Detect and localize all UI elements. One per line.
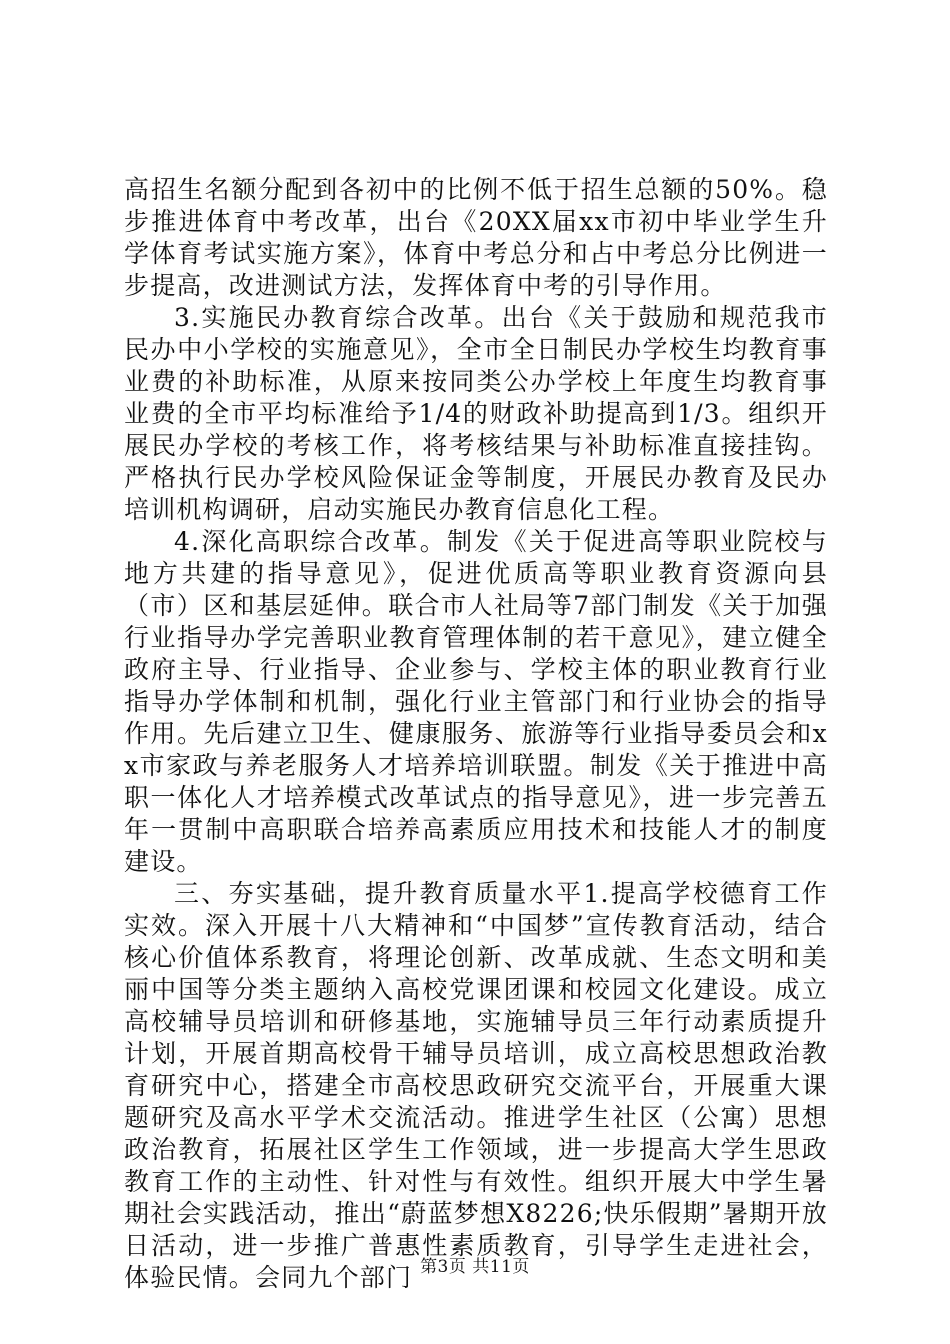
- paragraph-enrollment-quota: 高招生名额分配到各初中的比例不低于招生总额的50%。稳步推进体育中考改革，出台《20XX届xx市初中毕业学生升学体育考试实施方案》，体育中考总分和占中考总分比例进一步提高，改进测试方法，发挥体育中考的引导作用。: [124, 175, 828, 300]
- document-body: [124, 174, 828, 1294]
- page-number-footer: 第3页 共11页: [420, 1257, 530, 1277]
- paragraph-vocational-reform: 4.深化高职综合改革。制发《关于促进高等职业院校与地方共建的指导意见》，促进优质高等职业教育资源向县（市）区和基层延伸。联合市人社局等7部门制发《关于加强行业指导办学完善职业教育管理体制的若干意见》，建立健全政府主导、行业指导、企业参与、学校主体的职业教育行业指导办学体制和机制，强化行业主管部门和行业协会的指导作用。先后建立卫生、健康服务、旅游等行业指导委员会和xx市家政与养老服务人才培养培训联盟。制发《关于推进中高职一体化人才培养模式改革试点的指导意见》，进一步完善五年一贯制中高职联合培养高素质应用技术和技能人才的制度建设。: [124, 527, 828, 876]
- paragraph-private-education-reform: 3.实施民办教育综合改革。出台《关于鼓励和规范我市民办中小学校的实施意见》，全市全日制民办学校生均教育事业费的补助标准，从原来按同类公办学校上年度生均教育事业费的全市平均标准给予1/4的财政补助提高到1/3。组织开展民办学校的考核工作，将考核结果与补助标准直接挂钩。严格执行民办学校风险保证金等制度，开展民办教育及民办培训机构调研，启动实施民办教育信息化工程。: [124, 303, 828, 524]
- paragraph-education-quality: 三、夯实基础，提升教育质量水平1.提高学校德育工作实效。深入开展十八大精神和“中国梦”宣传教育活动，结合核心价值体系教育，将理论创新、改革成就、生态文明和美丽中国等分类主题纳入高校党课团课和校园文化建设。成立高校辅导员培训和研修基地，实施辅导员三年行动素质提升计划，开展首期高校骨干辅导员培训，成立高校思想政治教育研究中心，搭建全市高校思政研究交流平台，开展重大课题研究及高水平学术交流活动。推进学生社区（公寓）思想政治教育，拓展社区学生工作领域，进一步提高大学生思政教育工作的主动性、针对性与有效性。组织开展大中学生暑期社会实践活动，推出“蔚蓝梦想X8226;快乐假期”暑期开放日活动，进一步推广普惠性素质教育，引导学生走进社会，体验民情。会同九个部门: [124, 879, 828, 1292]
